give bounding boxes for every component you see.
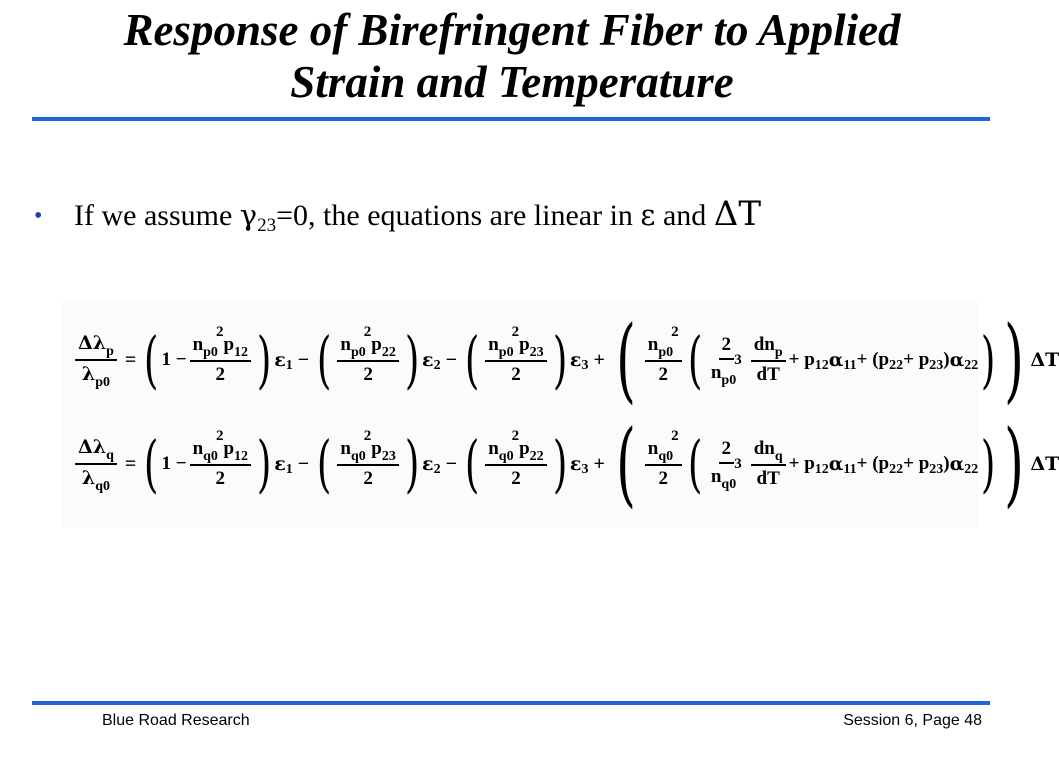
equation-q: $\frac{\Delta\lambda_q}{\lambda_{q0}}$ = ( 1 − $\frac{n_{q0}^2p_{12}}{2}$ ) ε 1 − ( $\frac{n_{q0}^2p_{23}}{2}$ ) ε 2 − ( $\frac{n_{q0}^2p_{22}}{2}$ ) ε 3 + ( $\frac{n_{q0}^2}{2}$ ( $\frac{2}{n_{q0}^3}$ $\frac{dn_q}{dT}$ + p 12 α 11 + (p 22 + p 23 ) α 22 ) ) ΔT <box>72 414 972 514</box>
footer-divider <box>32 701 990 705</box>
lhs-fraction: $\frac{\Delta\lambda_q}{\lambda_{q0}}$ <box>75 436 117 492</box>
bullet-marker: • <box>34 203 43 229</box>
delta-t: ΔT <box>1030 453 1059 475</box>
term-4: ( $\frac{n_{p0}^2}{2}$ ( $\frac{2}{n_{p0}^3}$ $\frac{dn_p}{dT}$ + p 12 α 11 + (p 22 + p 23 ) α 22 ) ) <box>615 306 1025 413</box>
equals-sign: = <box>124 348 137 371</box>
equation-p: $\frac{\Delta\lambda_p}{\lambda_{p0}}$ = ( 1 − $\frac{n_{p0}^2p_{12}}{2}$ ) ε 1 − ( $\frac{n_{p0}^2p_{22}}{2}$ ) ε 2 − ( $\frac{n_{p0}^2p_{23}}{2}$ ) ε 3 + ( $\frac{n_{p0}^2}{2}$ ( $\frac{2}{n_{p0}^3}$ $\frac{dn_p}{dT}$ + p 12 α 11 + (p 22 + p 23 ) α 22 ) ) ΔT <box>72 310 972 410</box>
equals-sign: = <box>124 452 137 475</box>
bullet-text-before: If we assume <box>74 199 240 232</box>
title-line-2: Strain and Temperature <box>290 57 734 107</box>
gamma-symbol: γ <box>239 198 258 232</box>
term-1: ( 1 − $\frac{n_{p0}^2p_{12}}{2}$ ) ε 1 <box>144 323 293 396</box>
delta-t-symbol: ΔT <box>713 194 762 234</box>
bullet-text-and: and <box>655 199 714 232</box>
title-divider <box>32 117 990 121</box>
term-2: ( $\frac{n_{p0}^2p_{22}}{2}$ ) ε 2 <box>317 323 441 396</box>
footer-company: Blue Road Research <box>102 712 250 729</box>
epsilon-symbol: ε <box>640 198 656 232</box>
footer-page-number: Session 6, Page 48 <box>843 712 982 729</box>
slide-title <box>0 4 1024 108</box>
bullet-text-mid: =0, the equations are linear in <box>276 199 641 232</box>
term-3: ( $\frac{n_{q0}^2p_{22}}{2}$ ) ε 3 <box>464 427 589 500</box>
bullet-item <box>34 194 761 236</box>
term-4: ( $\frac{n_{q0}^2}{2}$ ( $\frac{2}{n_{q0}^3}$ $\frac{dn_q}{dT}$ + p 12 α 11 + (p 22 + p 23 ) α 22 ) ) <box>615 410 1025 517</box>
lhs-fraction: $\frac{\Delta\lambda_p}{\lambda_{p0}}$ <box>75 332 117 388</box>
delta-t: ΔT <box>1030 349 1059 371</box>
term-1: ( 1 − $\frac{n_{q0}^2p_{12}}{2}$ ) ε 1 <box>144 427 293 500</box>
gamma-subscript: 23 <box>257 215 277 236</box>
term-2: ( $\frac{n_{q0}^2p_{23}}{2}$ ) ε 2 <box>317 427 441 500</box>
term-3: ( $\frac{n_{p0}^2p_{23}}{2}$ ) ε 3 <box>464 323 589 396</box>
title-line-1: Response of Birefringent Fiber to Applied <box>123 5 901 55</box>
equations-image <box>62 302 1059 528</box>
